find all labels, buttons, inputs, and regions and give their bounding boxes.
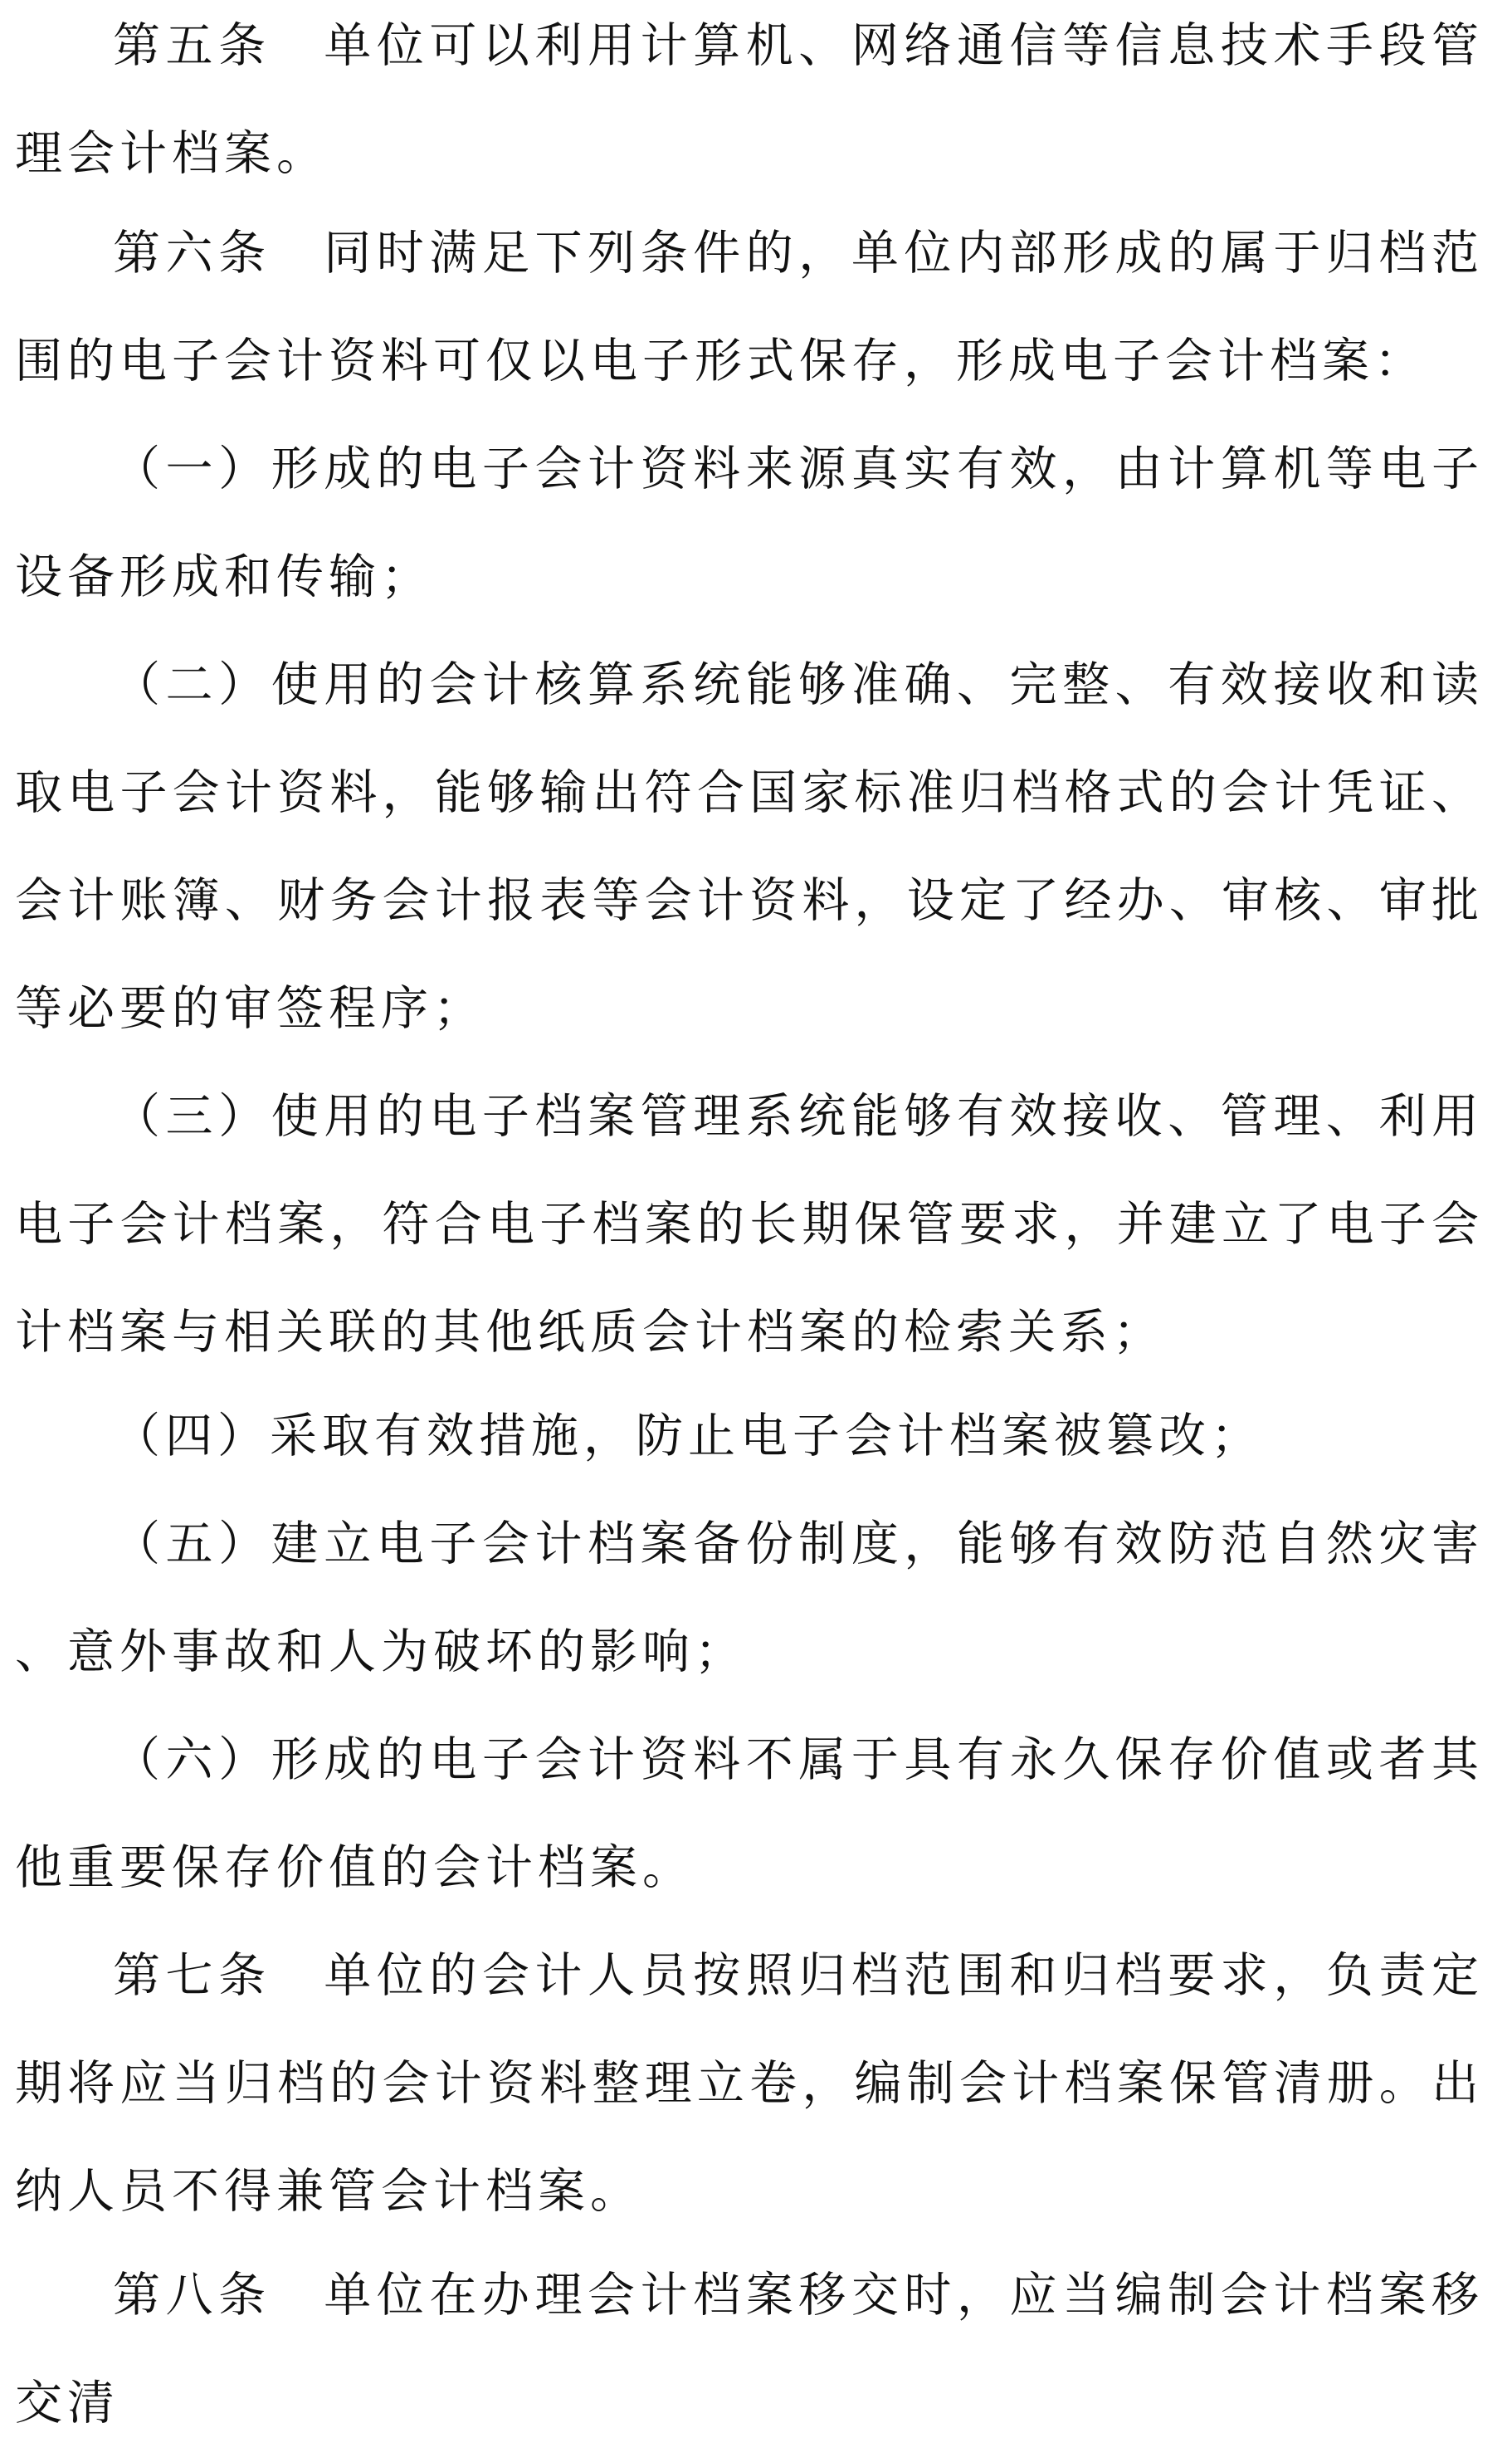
article-5-paragraph: 第五条 单位可以利用计算机、网络通信等信息技术手段管理会计档案。 bbox=[15, 18, 1484, 181]
article-8-paragraph: 第八条 单位在办理会计档案移交时，应当编制会计档案移交清 bbox=[15, 2268, 1484, 2430]
condition-1-paragraph: （一）形成的电子会计资料来源真实有效，由计算机等电子设备形成和传输； bbox=[15, 442, 1484, 604]
condition-5-paragraph: （五）建立电子会计档案备份制度，能够有效防范自然灾害、意外事故和人为破坏的影响； bbox=[15, 1517, 1484, 1679]
article-6-paragraph: 第六条 同时满足下列条件的，单位内部形成的属于归档范围的电子会计资料可仅以电子形式保存，形成电子会计档案： bbox=[15, 226, 1484, 388]
condition-3-paragraph: （三）使用的电子档案管理系统能够有效接收、管理、利用电子会计档案，符合电子档案的长期保管要求，并建立了电子会计档案与相关联的其他纸质会计档案的检索关系； bbox=[15, 1089, 1484, 1360]
condition-4-paragraph: （四）采取有效措施，防止电子会计档案被篡改； bbox=[113, 1409, 1263, 1463]
condition-6-paragraph: （六）形成的电子会计资料不属于具有永久保存价值或者其他重要保存价值的会计档案。 bbox=[15, 1732, 1484, 1895]
article-7-paragraph: 第七条 单位的会计人员按照归档范围和归档要求，负责定期将应当归档的会计资料整理立卷，编制会计档案保管清册。出纳人员不得兼管会计档案。 bbox=[15, 1948, 1484, 2219]
condition-2-paragraph: （二）使用的会计核算系统能够准确、完整、有效接收和读取电子会计资料，能够输出符合国家标准归档格式的会计凭证、会计账簿、财务会计报表等会计资料，设定了经办、审核、审批等必要的审签程序； bbox=[15, 657, 1484, 1036]
